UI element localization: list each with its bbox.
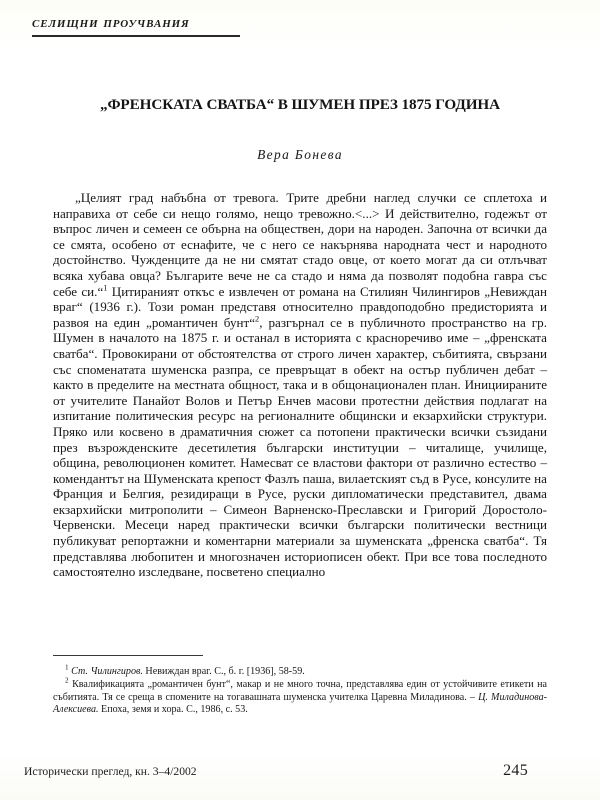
footnote-list — [53, 663, 548, 717]
running-head-label: селищни проучвания — [32, 14, 190, 31]
footnote-item: $^1$ Ст. Чилингиров. Невиждан враг. С., б. г. [1936], 58-59. — [65, 663, 305, 677]
running-head-rule — [32, 35, 240, 37]
journal-citation: Исторически преглед, кн. 3–4/2002 — [24, 765, 197, 778]
footnote-item: $^2$ Квалификацията „романтичен бунт“, макар и не много точна, представлява един от устойчивите етикети на събитията. Тя се среща в спомените на тогавашната шуменска учителка Царевна Миладинова. – Ц. Миладинова-Алексиева. Епоха, земя и хора. С., 1986, с. 53. — [53, 676, 548, 715]
body-paragraph: „Целият град набъбна от тревога. Трите дребни наглед случки се сплетоха и направиха от себе си нещо голямо, нещо тревожно.<...> И действително, годежът от въпрос личен и семеен се обърна на обществен, дори на народен. Започна от всички да се смята, особено от еснафите, че с него се накърнява народната чест и народното достойнство. Чужденците да не ни смятат стадо овце, от което могат да си отлъчват всяка хубава овца? Българите вече не са стадо и няма да позволят подобна гавра със себе си.“$^1$ Цитираният откъс е извлечен от романа на Стилиян Чилингиров „Невиждан враг“ (1936 г.). Този роман представя относително правдоподобно предисторията и развоя на един „романтичен бунт“$^2$, разгърнал се в публичното пространство на гр. Шумен в началото на 1875 г. и останал в историята с красноречиво име – „френската сватба“. Провокирани от обстоятелства от строго личен характер, събитията, свързани със споменатата шуменска разпра, се превръщат в обект на остър публичен дебат – както в пределите на местната общност, така и в общонационален план. Инициираните от учителите Панайот Волов и Петър Енчев масови протестни действия подлагат на изпитание политическия ресурс на регионалните общински и екзархийски структури. Пряко или косвено в драматичния сюжет са потопени практически всички съзидани през възрожденските десетилетия български институции – читалище, училище, община, революционен комитет. Намесват се властови фактори от различно естество – комендантът на Шуменската крепост Фазлъ паша, вилаетският съд в Русе, консулите на Франция и Белгия, резидиращи в Русе, руски дипломатически представител, двама екзархийски митрополити – Симеон Варненско-Преславски и Григорий Доростоло-Червенски. Месеци наред практически всички български политически вестници публикуват репортажни и коментарни материали за шуменската „френска сватба“. Тя представлява любопитен и многозначен историописен обект. При все това последното самостоятелно изследване, посветено специално — [53, 190, 547, 580]
page-footer — [24, 762, 576, 780]
footnote-author: Ц. Миладинова-Алексиева. — [53, 691, 548, 715]
footnote-author: Ст. Чилингиров. — [71, 666, 143, 677]
footnote-number: 2 — [65, 676, 69, 685]
footnote-marker[interactable]: 2 — [255, 314, 260, 324]
article-author: Вера Бонева — [257, 147, 343, 162]
running-head — [32, 14, 332, 37]
footnote-marker[interactable]: 1 — [103, 283, 108, 293]
footnote-separator-rule — [53, 655, 203, 656]
page-number: 245 — [503, 762, 528, 779]
article-body — [53, 190, 547, 580]
footnote-number: 1 — [65, 663, 69, 672]
article-title: „ФРЕНСКАТА СВАТБА“ В ШУМЕН ПРЕЗ 1875 ГОДИНА — [99, 96, 500, 113]
